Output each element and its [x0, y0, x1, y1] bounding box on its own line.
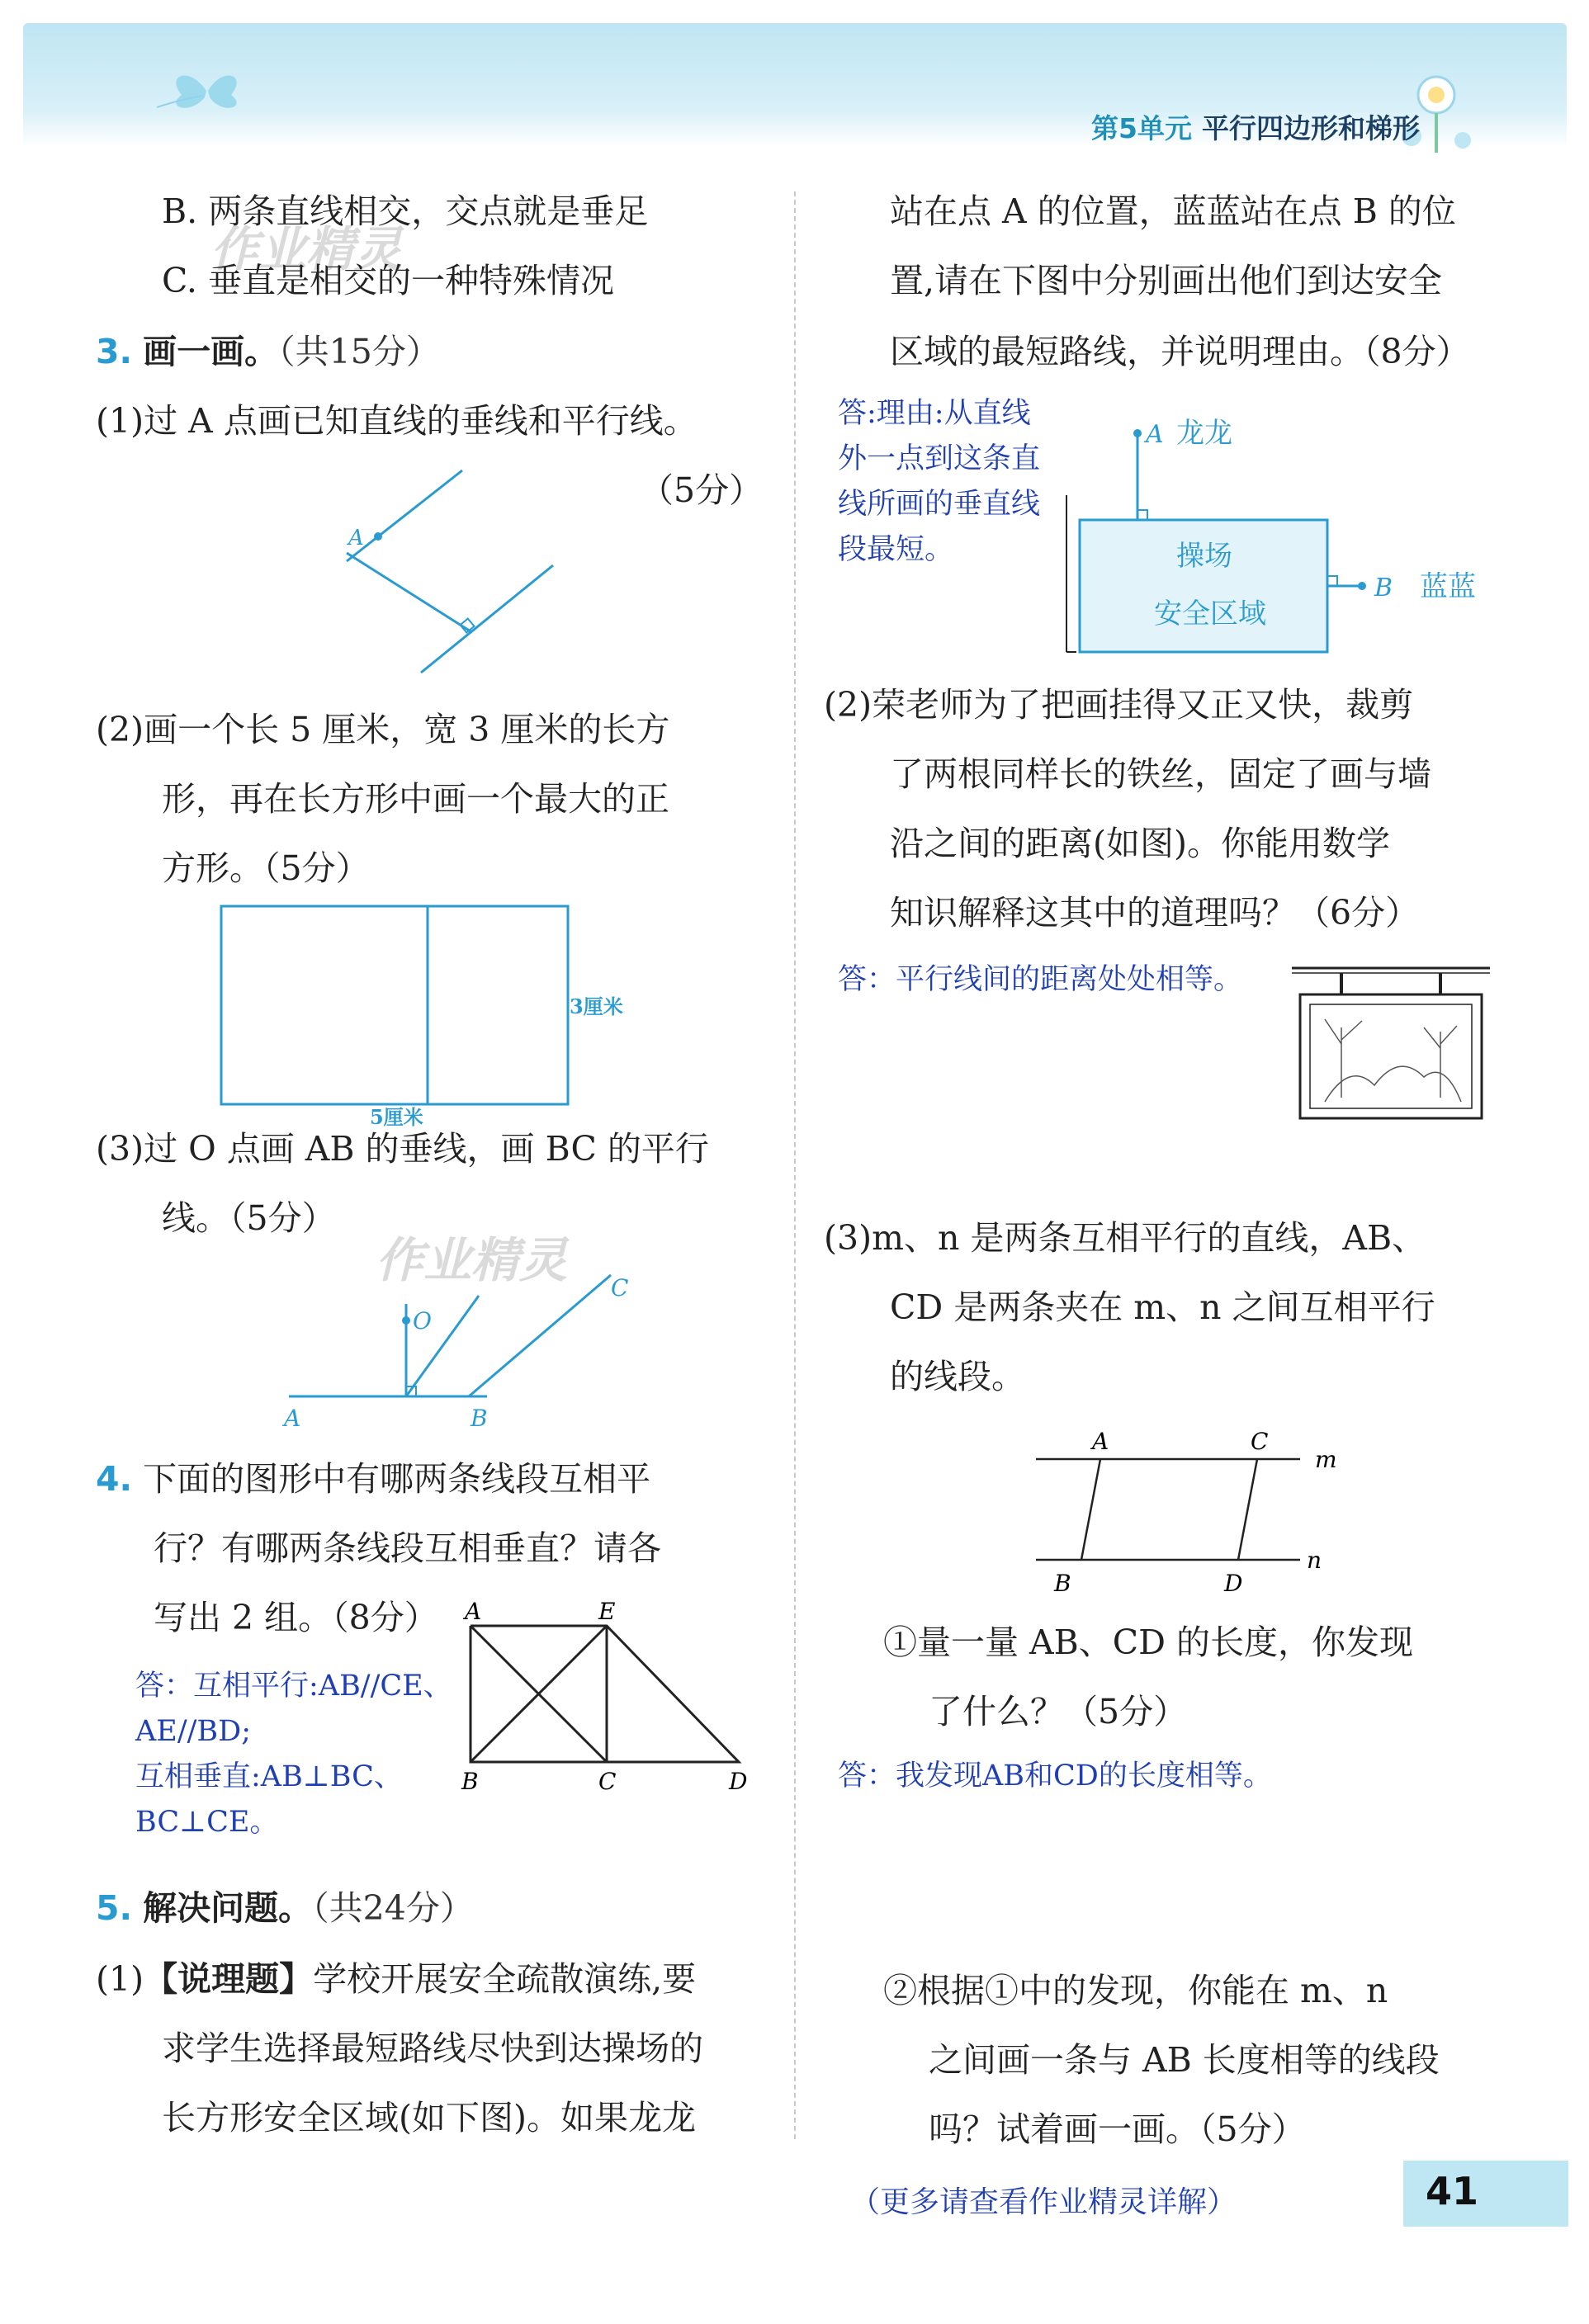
question-title: 解决问题。	[143, 1888, 313, 1928]
question-5-3-line2: CD 是两条夹在 m、n 之间互相平行	[890, 1287, 1435, 1327]
area-label-1: 操场	[1176, 540, 1232, 573]
question-5-1-cont-line3: 区域的最短路线，并说明理由。（8分）	[890, 332, 1470, 371]
question-4-text: 下面的图形中有哪两条线段互相平	[143, 1459, 651, 1499]
answer-line: 段最短。	[838, 533, 954, 566]
question-5-2-line3: 沿之间的距离(如图)。你能用数学	[890, 824, 1390, 863]
segment-ab	[1081, 1459, 1100, 1560]
question-4-line2: 行？有哪两条线段互相垂直？请各	[154, 1528, 661, 1568]
label-o: O	[413, 1307, 432, 1334]
right-angle-mark	[1327, 576, 1337, 586]
question-title: 画一画。	[143, 332, 279, 371]
question-3-1-score: （5分）	[640, 470, 764, 510]
answer-line: 线所画的垂直线	[838, 488, 1041, 521]
segment-cd	[1238, 1459, 1257, 1560]
perpendicular-figure-3	[281, 1263, 644, 1440]
hanging-painting-illustration	[1292, 961, 1490, 1122]
answer-line: AE//BD;	[135, 1715, 251, 1748]
question-5-1-line2: 求学生选择最短路线尽快到达操场的	[162, 2029, 703, 2068]
question-score: （共15分）	[278, 332, 440, 371]
question-5-3-sub2-line2: 之间画一条与 AB 长度相等的线段	[929, 2040, 1440, 2080]
question-number: 5.	[96, 1888, 133, 1928]
question-3-heading	[96, 317, 440, 386]
answer-line: 外一点到这条直	[838, 442, 1041, 475]
answer-line: 互相垂直:AB⊥BC、	[135, 1760, 403, 1793]
question-3-2-line3: 方形。（5分）	[162, 848, 370, 888]
question-5-1-text: 学校开展安全疏散演练,要	[313, 1959, 697, 1999]
label-c: C	[611, 1274, 629, 1301]
unit-title	[1091, 107, 1420, 146]
perpendicular-figure-1	[305, 462, 578, 685]
point-a	[1133, 429, 1142, 437]
question-4-line1	[96, 1444, 650, 1514]
question-5-3-sub2-line1: ②根据①中的发现，你能在 m、n	[883, 1971, 1388, 2010]
question-score: （共24分）	[312, 1888, 474, 1928]
question-3-2-line1: (2)画一个长 5 厘米，宽 3 厘米的长方	[96, 710, 670, 749]
label-c: C	[1251, 1428, 1269, 1455]
label-n: n	[1307, 1547, 1322, 1574]
label-b: B	[1374, 574, 1393, 602]
question-5-3-sub1-answer: 答：我发现AB和CD的长度相等。	[838, 1760, 1272, 1793]
watermark: 作业精灵	[376, 1232, 568, 1288]
label-a: A	[284, 1405, 301, 1432]
answer-line: 答：互相平行:AB//CE、	[135, 1670, 452, 1703]
width-label: 3厘米	[570, 994, 623, 1018]
given-line-1	[347, 470, 462, 561]
question-5-3-sub2-line3: 吗？试着画一画。（5分）	[929, 2109, 1306, 2149]
given-line-2	[421, 565, 553, 673]
label-a: A	[348, 526, 364, 550]
question-5-1-line1	[96, 1944, 696, 2014]
butterfly-icon	[157, 58, 256, 124]
label-longlong: 龙龙	[1176, 417, 1232, 450]
parallel-segments-figure	[1028, 1419, 1358, 1601]
question-5-1-cont-line2: 置,请在下图中分别画出他们到达安全	[890, 261, 1443, 300]
footer-note: （更多请查看作业精灵详解）	[850, 2185, 1237, 2219]
sub-question-prefix: (1)	[96, 1959, 144, 1999]
label-b: B	[471, 1405, 488, 1432]
outer-shape	[471, 1626, 739, 1762]
right-angle-mark	[1137, 510, 1147, 520]
rectangle-figure	[215, 900, 644, 1131]
label-e: E	[598, 1598, 616, 1625]
segment-bc	[469, 1275, 611, 1396]
question-3-3-line1: (3)过 O 点画 AB 的垂线，画 BC 的平行	[96, 1129, 709, 1169]
label-b: B	[461, 1768, 479, 1795]
drawn-perpendicular	[347, 553, 471, 631]
column-divider	[794, 191, 796, 2139]
label-c: C	[598, 1768, 617, 1795]
question-5-2-line4: 知识解释这其中的道理吗？（6分）	[890, 893, 1420, 933]
question-3-1-text: (1)过 A 点画已知直线的垂线和平行线。	[96, 401, 698, 441]
question-5-1-cont-line1: 站在点 A 的位置，蓝蓝站在点 B 的位	[890, 191, 1456, 231]
watermark: 作业精灵	[210, 221, 403, 277]
rectangle	[221, 906, 568, 1104]
label-a: A	[1092, 1428, 1109, 1455]
point-b	[1358, 582, 1366, 590]
question-5-2-line1: (2)荣老师为了把画挂得又正又快，裁剪	[824, 685, 1414, 725]
length-label: 5厘米	[370, 1105, 423, 1129]
trapezoid-figure	[458, 1593, 764, 1799]
label-a: A	[465, 1598, 482, 1625]
label-m: m	[1315, 1446, 1337, 1473]
question-5-1-answer	[838, 391, 1040, 573]
question-5-3-sub1-line2: 了什么？（5分）	[929, 1692, 1188, 1731]
question-5-3-line1: (3)m、n 是两条互相平行的直线，AB、	[824, 1218, 1426, 1258]
question-5-2-answer: 答：平行线间的距离处处相等。	[838, 963, 1243, 996]
option-b: B. 两条直线相交，交点就是垂足	[162, 191, 649, 231]
answer-line: BC⊥CE。	[135, 1806, 279, 1839]
question-5-1-line3: 长方形安全区域(如下图)。如果龙龙	[162, 2098, 696, 2137]
question-3-3-line2: 线。（5分）	[162, 1198, 336, 1238]
question-5-heading	[96, 1873, 474, 1943]
page-number: 41	[1426, 2169, 1479, 2213]
question-number: 3.	[96, 332, 133, 371]
question-3-2-line2: 形，再在长方形中画一个最大的正	[162, 779, 669, 819]
question-5-3-line3: 的线段。	[890, 1357, 1025, 1396]
question-number: 4.	[96, 1459, 133, 1499]
area-label-2: 安全区域	[1154, 598, 1266, 631]
label-d: D	[729, 1768, 748, 1795]
option-c: C. 垂直是相交的一种特殊情况	[162, 261, 614, 300]
unit-number: 第5单元	[1091, 112, 1192, 144]
safety-area-figure	[1057, 404, 1502, 664]
point-o	[402, 1316, 410, 1325]
unit-name: 平行四边形和梯形	[1202, 112, 1420, 144]
picture-frame	[1300, 994, 1482, 1118]
label-d: D	[1224, 1570, 1243, 1597]
question-4-line3: 写出 2 组。（8分）	[154, 1598, 438, 1637]
label-b: B	[1054, 1570, 1071, 1597]
label-lanlan: 蓝蓝	[1420, 570, 1476, 603]
label-a: A	[1146, 420, 1164, 449]
question-4-answer	[135, 1664, 452, 1845]
answer-line: 答:理由:从直线	[838, 397, 1031, 430]
point-a	[374, 532, 382, 541]
reasoning-tag: 【说理题】	[144, 1959, 314, 1999]
question-5-2-line2: 了两根同样长的铁丝，固定了画与墙	[890, 754, 1431, 794]
question-5-3-sub1-line1: ①量一量 AB、CD 的长度，你发现	[883, 1623, 1414, 1662]
